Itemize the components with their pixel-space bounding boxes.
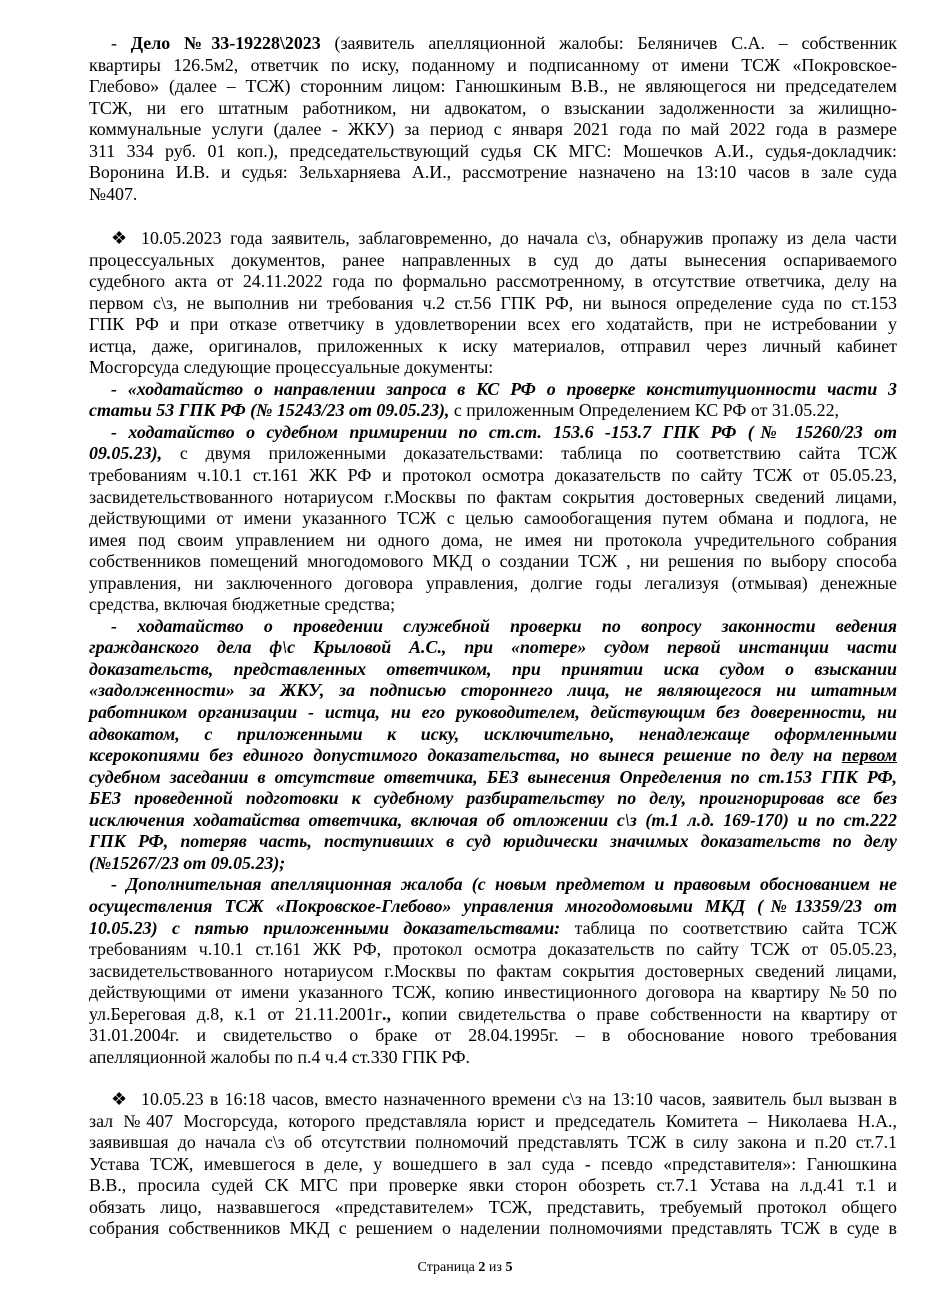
- text-line: [89, 1089, 897, 1111]
- text-run: требованиям ч.10.1 ст.161 ЖК РФ, протокол осмотра доказательств по сайту ТСЖ от 05.05.23,: [89, 939, 897, 960]
- text-run: первом: [841, 745, 897, 766]
- text-line: [89, 379, 897, 401]
- text-line: [89, 508, 897, 530]
- page-footer: [0, 1259, 930, 1277]
- text-line: [89, 33, 897, 55]
- text-line: [89, 400, 897, 422]
- text-run: 10.05.23 в 16:18 часов, вместо назначенного времени с\з на 13:10 часов, заявитель был вызван в: [141, 1089, 897, 1109]
- text-run: собрания собственников МКД с решением о наделении полномочиями представлять ТСЖ в суде в: [89, 1218, 897, 1239]
- text-run: Воронина И.В. и судья: Зельхарняева А.И., рассмотрение назначено на 13:10 часов в зале суда: [89, 162, 897, 183]
- footer-current-page: 2: [478, 1260, 486, 1275]
- text-line: [89, 724, 897, 746]
- text-run: работником организации - истца, ни его руководителем, действующим без доверенности, ни: [89, 702, 897, 723]
- text-line: [89, 918, 897, 940]
- text-run: Мосгорсуда следующие процессуальные документы:: [89, 357, 494, 378]
- text-run: истца, даже, оригиналов, приложенных к иску материалов, отправил через личный кабинет: [89, 335, 897, 356]
- text-run: .,: [382, 1003, 391, 1024]
- footer-prefix: Страница: [417, 1260, 479, 1275]
- text-line: [89, 961, 897, 983]
- text-run: - Дополнительная апелляционная жалоба (с новым предметом и правовым обоснованием не: [111, 874, 897, 895]
- text-line: [89, 982, 897, 1004]
- text-line: [89, 336, 897, 358]
- text-line: [89, 939, 897, 961]
- text-run: засвидетельствованного нотариусом г.Москвы по фактам сокрытия достоверных сведений лицами,: [89, 486, 897, 507]
- text-line: [89, 487, 897, 509]
- text-run: Дело №33-19228\2023: [130, 33, 321, 53]
- text-run: коммунальные услуги (далее - ЖКУ) за период с января 2021 года по май 2022 года в размере: [89, 119, 897, 140]
- paragraph-may-10-session: [89, 1089, 897, 1240]
- text-run: средства, включая бюджетные средства;: [89, 594, 396, 615]
- text-line: [89, 896, 897, 918]
- text-line: [89, 573, 897, 595]
- text-line: [89, 1175, 897, 1197]
- footer-total-pages: 5: [505, 1260, 513, 1275]
- text-run: 10.05.23) с пятью приложенными доказательствами:: [89, 917, 561, 938]
- footer-middle: из: [485, 1260, 506, 1275]
- text-line: [89, 250, 897, 272]
- text-run: - ходатайство о проведении служебной проверки по вопросу законности ведения: [111, 615, 897, 636]
- text-line: [89, 616, 897, 638]
- text-line: [89, 1047, 897, 1069]
- text-line: [89, 1218, 897, 1240]
- text-run: ГПК РФ и при отказе ответчику в удовлетворении всех его ходатайств, при не истребовании у: [89, 314, 897, 335]
- text-line: [89, 184, 897, 206]
- text-run: ул.Береговая д.8, к.1 от 21.11.2001г: [89, 1003, 382, 1024]
- text-run: с приложенным Определением КС РФ от 31.05.22,: [449, 400, 839, 421]
- text-run: 31.01.2004г. и свидетельство о браке от 28.04.1995г. – в обоснование нового требования: [89, 1025, 897, 1046]
- text-line: [89, 551, 897, 573]
- text-line: [89, 1154, 897, 1176]
- paragraph-may-10-filings: [89, 228, 897, 1068]
- text-run: действующими от имени указанного ТСЖ с целью самообогащения путем обмана и подлога, не: [89, 508, 897, 529]
- text-line: [89, 767, 897, 789]
- text-line: [89, 228, 897, 250]
- text-line: [89, 874, 897, 896]
- text-line: [89, 76, 897, 98]
- text-line: [89, 98, 897, 120]
- text-line: [89, 810, 897, 832]
- text-run: зал №407 Мосгорсуда, которого представляла юрист и председатель Комитета – Николаева Н.А.,: [89, 1110, 897, 1131]
- text-run: 10.05.2023 года заявитель, заблаговременно, до начала с\з, обнаружив пропажу из дела части: [141, 228, 897, 248]
- paragraph-case-33-19228: [89, 33, 897, 205]
- text-run: засвидетельствованного нотариусом г.Москвы по фактам сокрытия достоверных сведений лицами,: [89, 960, 897, 981]
- text-run: с двумя приложенными доказательствами: таблица по соответствию сайта ТСЖ: [162, 443, 897, 464]
- text-run: БЕЗ проведенной подготовки к судебному разбирательству по делу, проигнорировав все без: [89, 788, 897, 809]
- text-line: [89, 271, 897, 293]
- text-run: судебного акта от 24.11.2022 года по формально рассмотренному, в отсутствие ответчика, делу на: [89, 271, 897, 292]
- text-line: [89, 357, 897, 379]
- text-line: [89, 637, 897, 659]
- text-run: доказательств, представленных ответчиком, при принятии иска судом о взыскании: [89, 658, 897, 679]
- text-line: [89, 788, 897, 810]
- text-line: [89, 162, 897, 184]
- text-line: [89, 745, 897, 767]
- text-run: собственников помещений многодомового МКД о создании ТСЖ , ни решения по выбору способа: [89, 551, 897, 572]
- text-run: ТСЖ, ни его штатным работником, ни адвокатом, о взыскании задолженности за жилищно-: [89, 97, 897, 118]
- text-run: Устава ТСЖ, имевшегося в деле, у вошедшего в зал суда - псевдо «представителя»: Ганюшкина: [89, 1153, 897, 1174]
- text-run: 09.05.23),: [89, 443, 163, 464]
- text-line: [89, 465, 897, 487]
- text-run: апелляционной жалобы по п.4 ч.4 ст.330 ГПК РФ.: [89, 1046, 470, 1067]
- text-run: ксерокопиями без единого допустимого доказательства, но вынеся решение по делу на: [89, 745, 842, 766]
- text-line: [89, 702, 897, 724]
- text-line: [89, 594, 897, 616]
- text-run: №407.: [89, 183, 138, 204]
- text-line: [89, 119, 897, 141]
- text-line: [89, 831, 897, 853]
- text-run: судебном заседании в отсутствие ответчика, БЕЗ вынесения Определения по ст.153 ГПК РФ,: [89, 766, 897, 787]
- text-line: [89, 141, 897, 163]
- text-run: копии свидетельства о праве собственности на квартиру от: [390, 1003, 897, 1024]
- text-run: ГПК РФ, потеряв часть, поступивших в суд юридически значимых доказательств по делу: [89, 831, 897, 852]
- text-run: статьи 53 ГПК РФ (№ 15243/23 от 09.05.23),: [89, 400, 450, 421]
- text-run: исключения ходатайства ответчика, включая об отложении с\з (т.1 л.д. 169-170) и по ст.222: [89, 809, 897, 830]
- text-line: [89, 1025, 897, 1047]
- text-line: [89, 293, 897, 315]
- text-run: В.В., просила судей СК МГС при проверке явки сторон обозреть ст.7.1 Устава на л.д.41 т.1 и: [89, 1175, 897, 1196]
- text-line: [89, 1197, 897, 1219]
- text-run: гражданского дела ф\с Крыловой А.С., при «потере» судом первой инстанции части: [89, 637, 897, 658]
- text-run: - ходатайство о судебном примирении по ст.ст. 153.6 -153.7 ГПК РФ (№ 15260/23 от: [111, 421, 897, 442]
- text-line: [89, 443, 897, 465]
- text-run: обязать лицо, назвавшегося «представителем» ТСЖ, представить, требуемый протокол общего: [89, 1196, 897, 1217]
- text-run: осуществления ТСЖ «Покровское-Глебово» управления многодомовыми МКД (№13359/23 от: [89, 895, 897, 916]
- text-run: - «ходатайство о направлении запроса в КС РФ о проверке конституционности части 3: [111, 378, 897, 399]
- text-line: [89, 422, 897, 444]
- bullet-icon: ❖: [111, 1089, 128, 1109]
- text-line: [89, 314, 897, 336]
- text-line: [89, 659, 897, 681]
- text-run: (заявитель апелляционной жалобы: Беляничев С.А. – собственник: [320, 33, 897, 53]
- text-run: требованиям ч.10.1 ст.161 ЖК РФ и протокол осмотра доказательств по сайту ТСЖ от 05.05.23,: [89, 465, 897, 486]
- text-line: [89, 1132, 897, 1154]
- text-run: -: [111, 33, 131, 53]
- text-run: управления, ни заключенного договора управления, долгие годы легализуя (отмывая) денежные: [89, 572, 897, 593]
- text-line: [89, 55, 897, 77]
- text-line: [89, 530, 897, 552]
- text-run: (№15267/23 от 09.05.23);: [89, 852, 286, 873]
- text-run: 311 334 руб. 01 коп.), председательствующий судья СК МГС: Мошечков А.И., судья-докладчик:: [89, 140, 897, 161]
- text-run: действующими от имени указанного ТСЖ, копию инвестиционного договора на квартиру №50 по: [89, 982, 897, 1003]
- text-run: адвокатом, с приложенными к иску, исключительно, ненадлежаще оформленными: [89, 723, 897, 744]
- text-run: первом с\з, не выполнив ни требования ч.2 ст.56 ГПК РФ, ни вынося определение суда по ст.153: [89, 292, 897, 313]
- text-line: [89, 853, 897, 875]
- text-run: Глебово» (далее – ТСЖ) сторонним лицом: Ганюшкиным В.В., не являющегося ни председателем: [89, 76, 897, 97]
- bullet-icon: ❖: [111, 228, 128, 248]
- text-run: заявившая до начала с\з об отсутствии полномочий представлять ТСЖ в силу закона и п.20 ст.7.1: [89, 1132, 897, 1153]
- text-run: «задолженности» за ЖКУ, за подписью стороннего лица, не являющегося ни штатным: [89, 680, 897, 701]
- text-run: таблица по соответствию сайта ТСЖ: [560, 917, 897, 938]
- text-line: [89, 680, 897, 702]
- text-run: квартиры 126.5м2, ответчик по иску, поданному и подписанному от имени ТСЖ «Покровское-: [89, 54, 897, 75]
- text-line: [89, 1111, 897, 1133]
- text-run: имея под своим управлением ни одного дома, не имея ни протокола учредительного собрания: [89, 529, 897, 550]
- text-line: [89, 1004, 897, 1026]
- text-run: процессуальных документов, ранее направленных в суд до даты вынесения оспариваемого: [89, 249, 897, 270]
